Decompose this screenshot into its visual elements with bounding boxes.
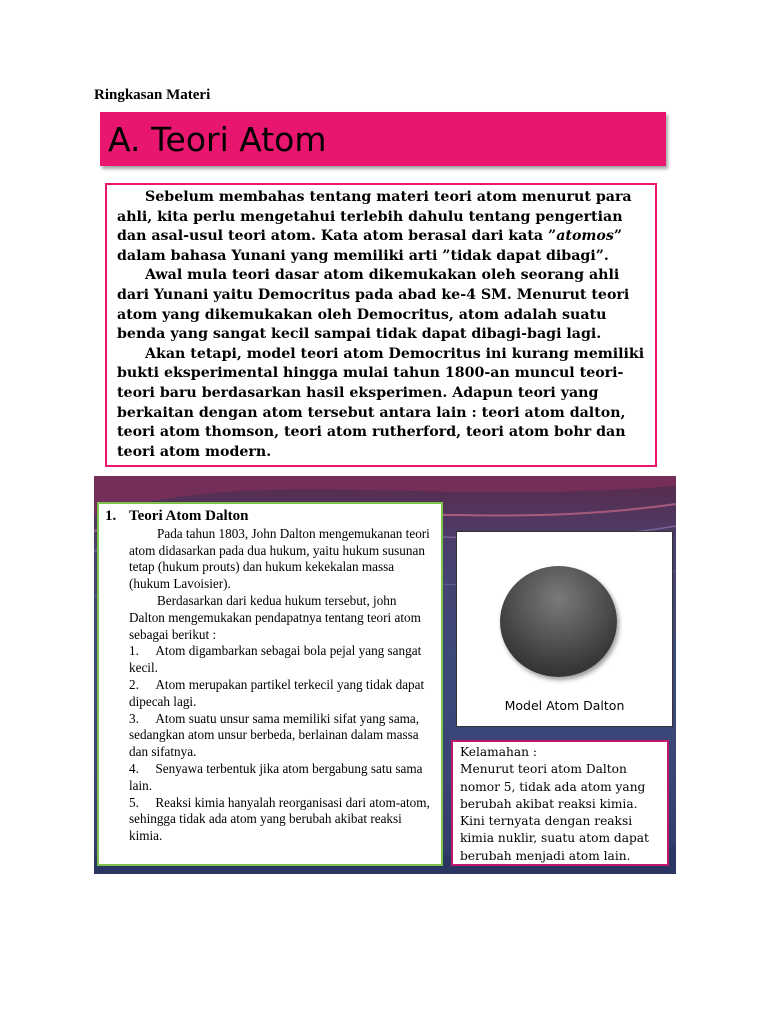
atom-model-caption: Model Atom Dalton: [504, 698, 625, 713]
section-title: A. Teori Atom: [108, 120, 327, 159]
solid-sphere-atom-illustration: [500, 566, 617, 677]
dalton-heading-text: Teori Atom Dalton: [129, 508, 249, 524]
dalton-list-item: 1. Atom digambarkan sebagai bola pejal yang sangat kecil.: [129, 643, 422, 676]
dalton-heading: [105, 508, 433, 525]
weakness-box: [451, 740, 669, 866]
intro-paragraph-2: Awal mula teori dasar atom dikemukakan oleh seorang ahli dari Yunani yaitu Democritus pada abad ke-4 SM. Menurut teori atom yang dikemukakan oleh Democritus, atom adalah suatu benda yang sangat kecil sampai tidak dapat dibagi-bagi lagi.: [117, 267, 630, 343]
weakness-text: Menurut teori atom Dalton nomor 5, tidak ada atom yang berubah akibat reaksi kimia. Kini ternyata dengan reaksi kimia nuklir, suatu atom dapat berubah menjadi atom lain.: [460, 762, 649, 863]
atom-model-figure: [456, 531, 673, 727]
dalton-list-item: 5. Reaksi kimia hanyalah reorganisasi dari atom-atom, sehingga tidak ada atom yang berubah akibat reaksi kimia.: [129, 794, 430, 844]
dalton-paragraph-1: Pada tahun 1803, John Dalton mengemukanan teori atom didasarkan pada dua hukum, yaitu hukum susunan tetap (hukum prouts) dan hukum kekekalan massa (hukum Lavoisier).: [129, 525, 430, 592]
intro-paragraph-1: Sebelum membahas tentang materi teori atom menurut para ahli, kita perlu mengetahui terlebih dahulu tentang pengertian dan asal-usul teori atom. Kata atom berasal dari kata ”atomos” dalam bahasa Yunani yang memiliki arti ”tidak dapat dibagi”.: [117, 189, 632, 264]
dalton-paragraph-2: Berdasarkan dari kedua hukum tersebut, john Dalton mengemukakan pendapatnya tentang teori atom sebagai berikut :: [129, 592, 421, 642]
dalton-theory-box: [97, 502, 443, 866]
document-heading: Ringkasan Materi: [94, 87, 211, 103]
section-title-banner: [100, 112, 666, 166]
dalton-list-item: 3. Atom suatu unsur sama memiliki sifat yang sama, sedangkan atom unsur berbeda, berlainan dalam massa dan sifatnya.: [129, 710, 420, 760]
intro-text-box: [105, 183, 657, 467]
weakness-label: Kelamahan :: [460, 745, 537, 759]
intro-paragraph-3: Akan tetapi, model teori atom Democritus ini kurang memiliki bukti eksperimental hingga mulai tahun 1800-an muncul teori-teori baru berdasarkan hasil eksperimen. Adapun teori yang berkaitan dengan atom tersebut antara lain : teori atom dalton, teori atom thomson, teori atom rutherford, teori atom bohr dan teori atom modern.: [117, 345, 645, 460]
dalton-heading-number: 1.: [105, 508, 117, 524]
dalton-list-item: 2. Atom merupakan partikel terkecil yang tidak dapat dipecah lagi.: [129, 676, 425, 709]
dalton-list-item: 4. Senyawa terbentuk jika atom bergabung satu sama lain.: [129, 760, 423, 793]
